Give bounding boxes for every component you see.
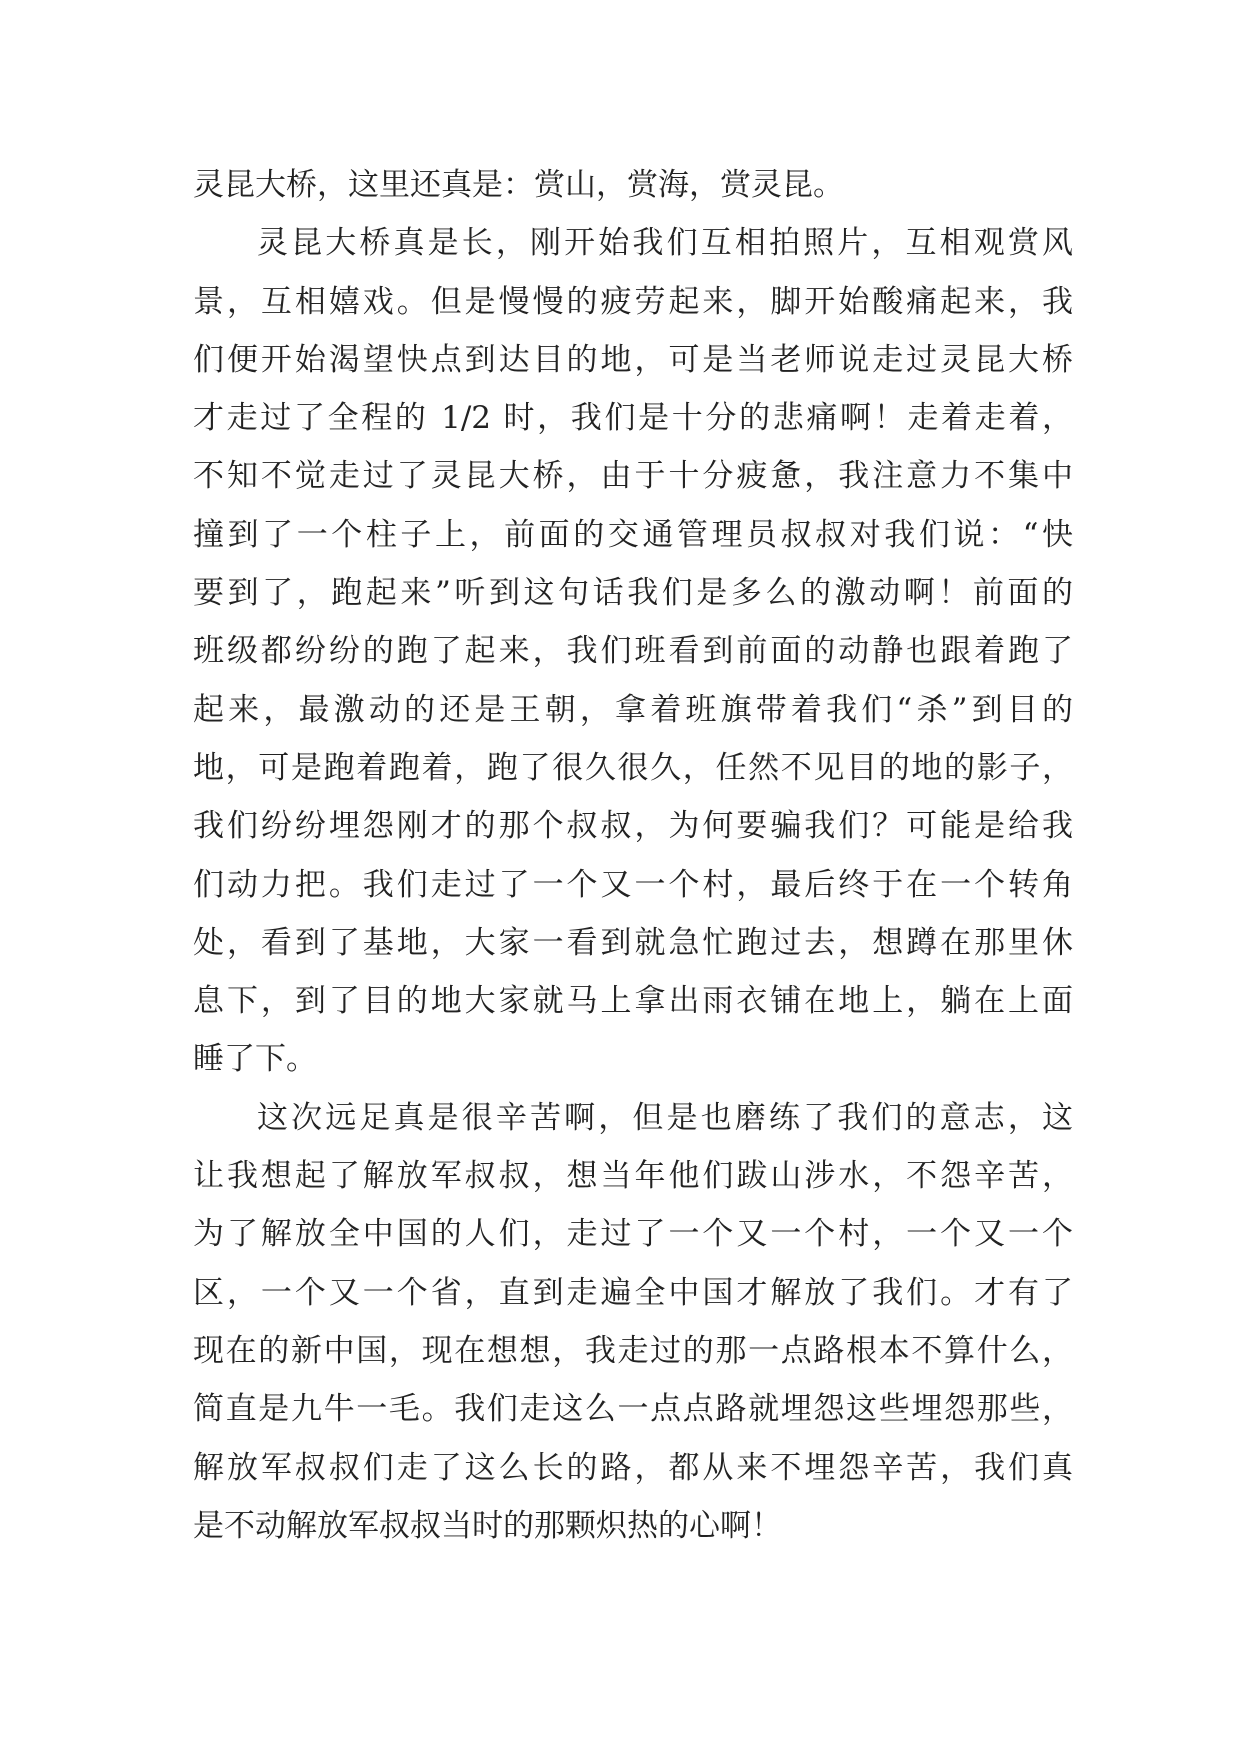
- text-line: 灵昆大桥，这里还真是：赏山，赏海，赏灵昆。: [193, 167, 844, 203]
- text-line: 现在的新中国，现在想想，我走过的那一点路根本不算什么，: [193, 1332, 1073, 1369]
- text-line: 为了解放全中国的人们，走过了一个又一个村，一个又一个: [193, 1216, 1073, 1253]
- text-line: 让我想起了解放军叔叔，想当年他们跋山涉水，不怨辛苦，: [193, 1158, 1073, 1195]
- text-line: 撞到了一个柱子上，前面的交通管理员叔叔对我们说：“快: [193, 516, 1073, 553]
- text-line: 处，看到了基地，大家一看到就急忙跑过去，想蹲在那里休: [193, 924, 1073, 961]
- text-line: 起来，最激动的还是王朝，拿着班旗带着我们“杀”到目的: [193, 691, 1073, 728]
- text-line: 班级都纷纷的跑了起来，我们班看到前面的动静也跟着跑了: [193, 633, 1073, 670]
- essay-body: [193, 156, 1073, 1555]
- text-line: 才走过了全程的 1/2 时，我们是十分的悲痛啊！走着走着，: [193, 400, 1073, 437]
- text-line: 景，互相嬉戏。但是慢慢的疲劳起来，脚开始酸痛起来，我: [193, 283, 1073, 320]
- text-line: 我们纷纷埋怨刚才的那个叔叔，为何要骗我们？可能是给我: [193, 808, 1073, 845]
- paragraph-first-line: 灵昆大桥真是长，刚开始我们互相拍照片，互相观赏风: [257, 225, 1073, 262]
- text-line: 们便开始渴望快点到达目的地，可是当老师说走过灵昆大桥: [193, 341, 1073, 378]
- paragraph-last-line: 是不动解放军叔叔当时的那颗炽热的心啊！: [193, 1507, 782, 1544]
- text-line: 息下，到了目的地大家就马上拿出雨衣铺在地上，躺在上面: [193, 983, 1073, 1020]
- text-line: 不知不觉走过了灵昆大桥，由于十分疲惫，我注意力不集中: [193, 458, 1073, 495]
- paragraph-first-line: 这次远足真是很辛苦啊，但是也磨练了我们的意志，这: [257, 1099, 1073, 1136]
- text-line: 解放军叔叔们走了这么长的路，都从来不埋怨辛苦，我们真: [193, 1449, 1073, 1486]
- text-line: 要到了，跑起来”听到这句话我们是多么的激动啊！前面的: [193, 575, 1073, 612]
- text-line: 区，一个又一个省，直到走遍全中国才解放了我们。才有了: [193, 1274, 1073, 1311]
- text-line: 地，可是跑着跑着，跑了很久很久，任然不见目的地的影子，: [193, 749, 1073, 786]
- text-line: 们动力把。我们走过了一个又一个村，最后终于在一个转角: [193, 866, 1073, 903]
- paragraph-last-line: 睡了下。: [193, 1041, 317, 1078]
- text-line: 简直是九牛一毛。我们走这么一点点路就埋怨这些埋怨那些，: [193, 1391, 1073, 1428]
